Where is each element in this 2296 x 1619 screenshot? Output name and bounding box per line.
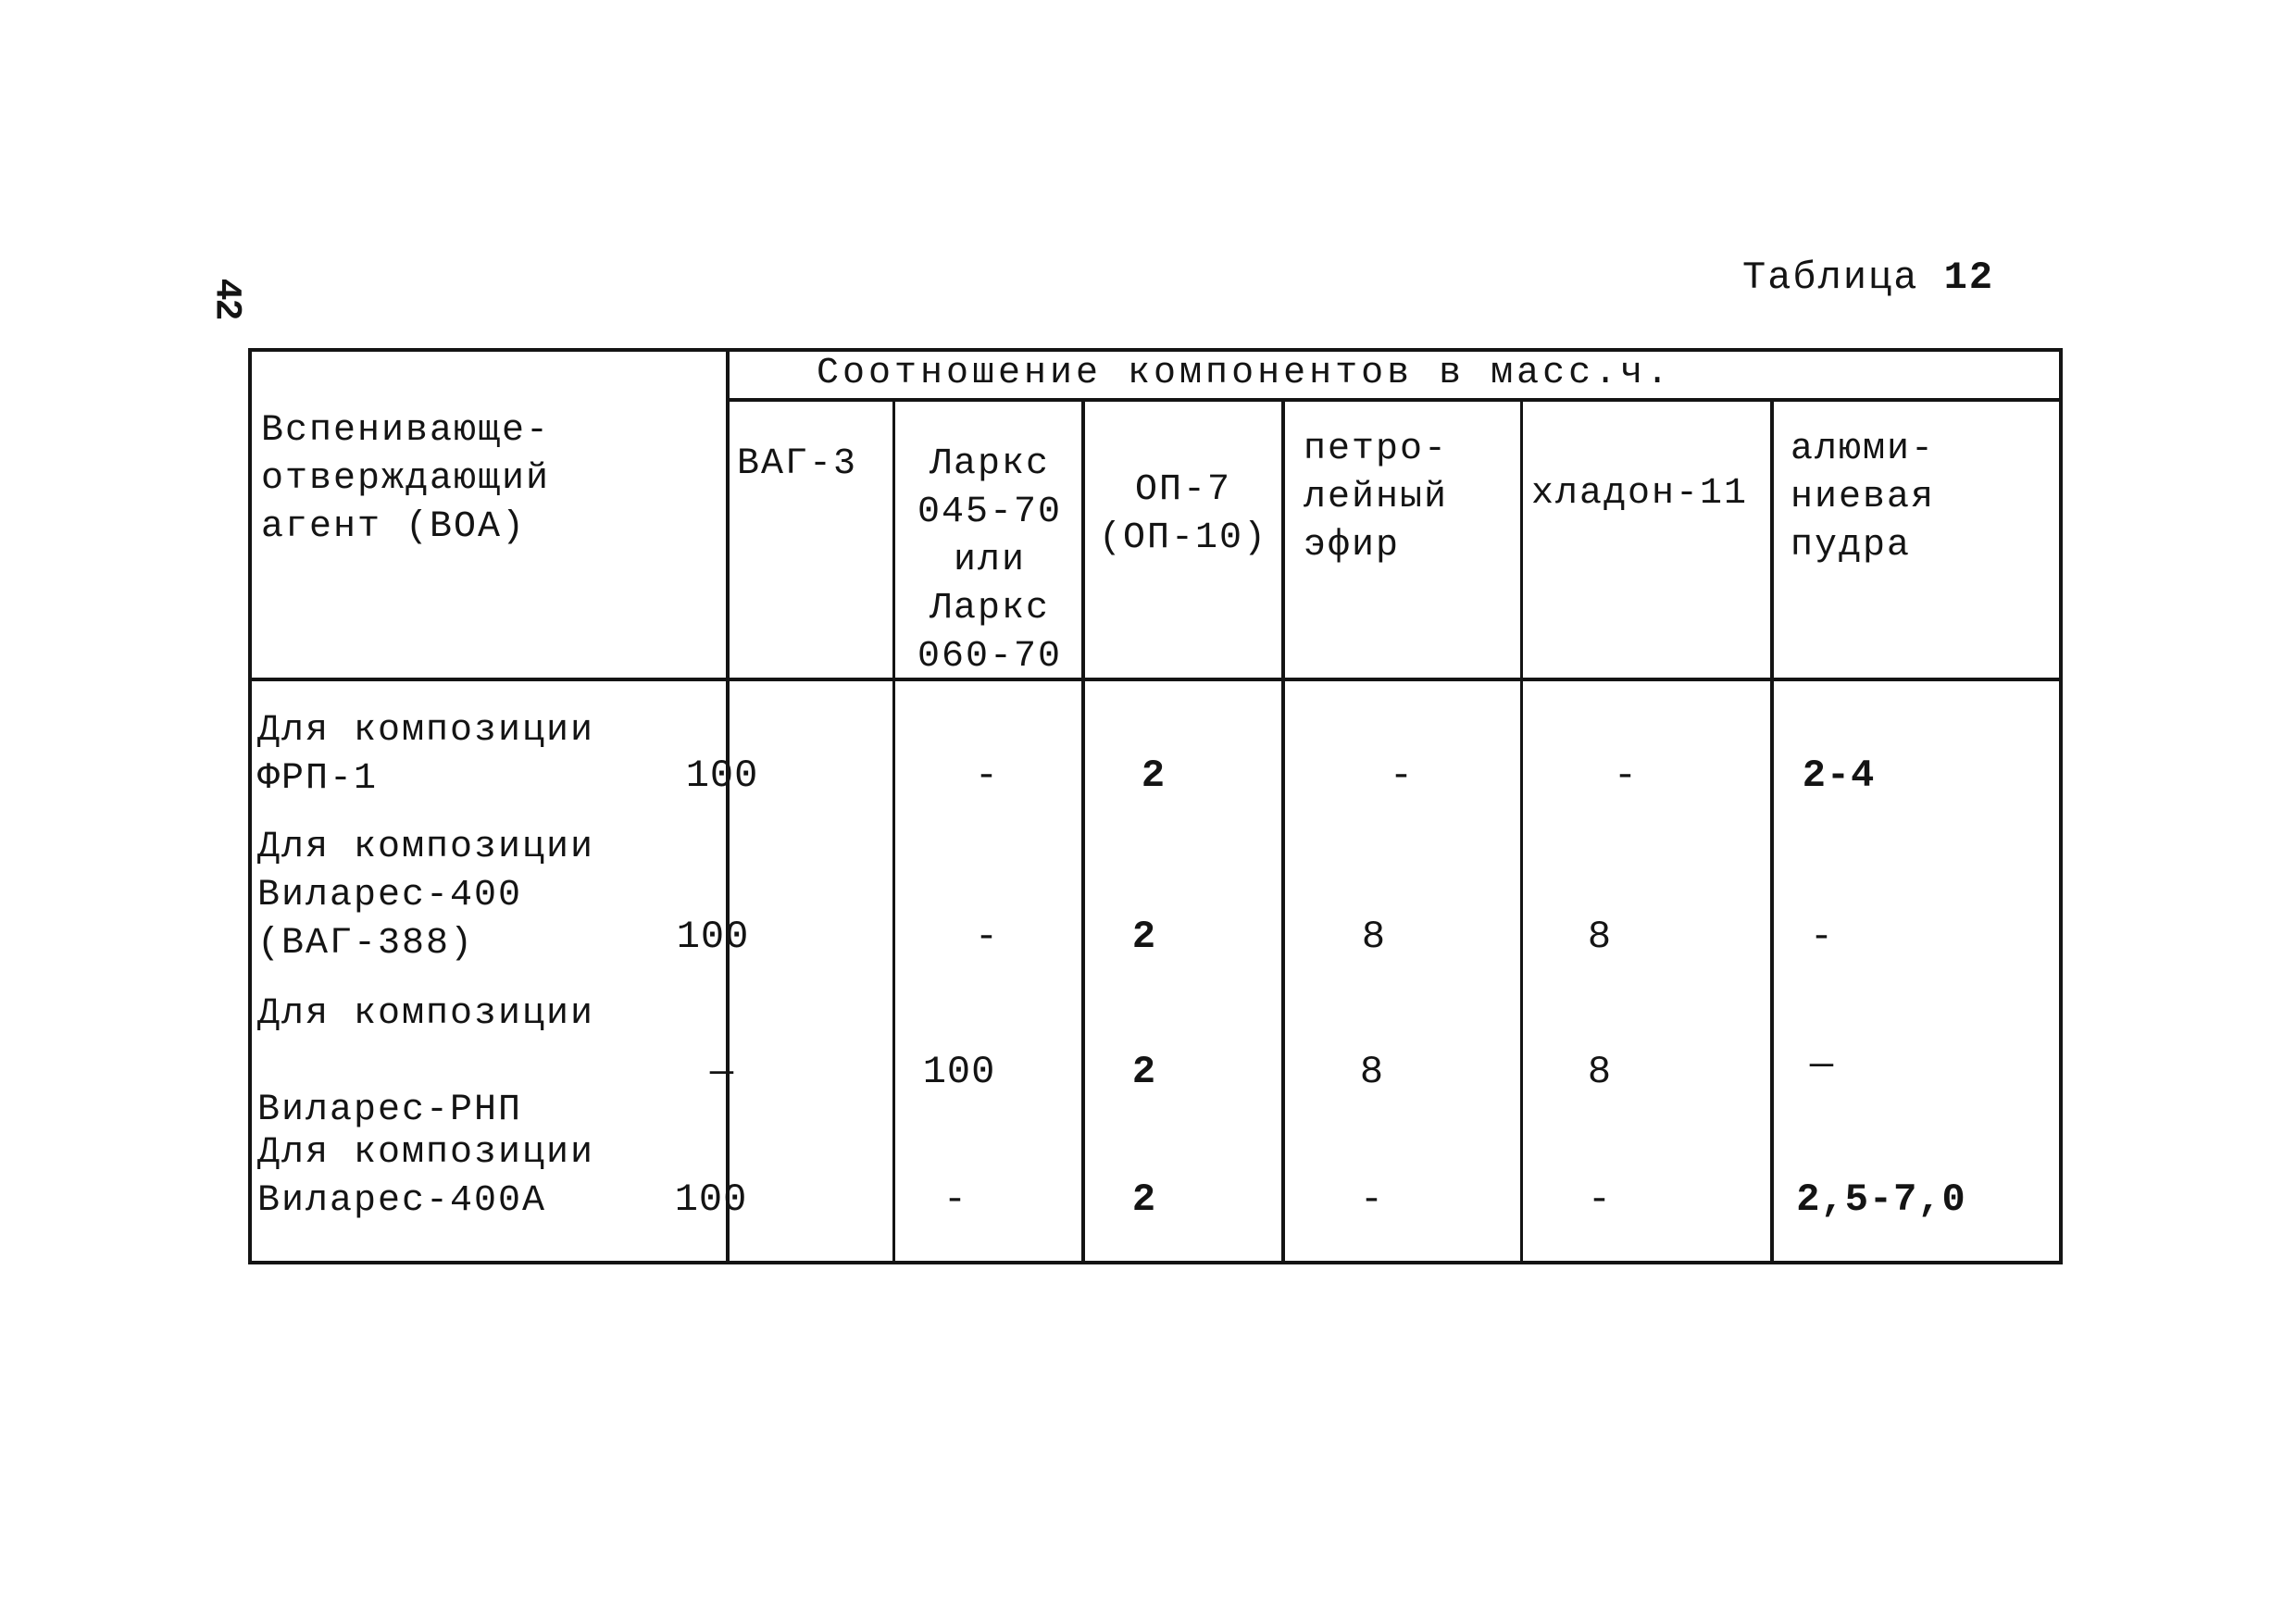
cell-value: - <box>974 753 1000 798</box>
column-header-aluminum-powder: алюми- ниевая пудра <box>1791 429 1936 567</box>
row-label: Для композиции Виларес-400А <box>257 1132 595 1222</box>
cell-value: 8 <box>1359 1050 1385 1094</box>
cell-value: - <box>1389 753 1415 798</box>
cell-value: 2,5-7,0 <box>1796 1177 1966 1222</box>
column-header-freon11: хладон-11 <box>1531 473 1749 515</box>
col-divider <box>1281 400 1285 1264</box>
cell-value: — <box>709 1050 735 1094</box>
column-header-petroleum-ether: петро- лейный эфир <box>1304 429 1449 567</box>
cell-value: 2-4 <box>1802 753 1876 798</box>
cell-value: 100 <box>676 915 750 959</box>
col-divider <box>1520 400 1523 1264</box>
cell-value: 8 <box>1587 1050 1613 1094</box>
row-label: Для композиции Виларес-400 (ВАГ-388) <box>257 827 595 965</box>
page-number: 42 <box>205 278 247 319</box>
column-header-vag3: ВАГ-3 <box>737 443 858 485</box>
table-title-number: 12 <box>1943 255 1995 300</box>
cell-value: - <box>1809 915 1835 959</box>
col-divider <box>1770 400 1774 1264</box>
cell-value: 2 <box>1141 753 1167 798</box>
row-label: Для композиции Виларес-РНП <box>257 993 595 1131</box>
header-bottom-divider <box>252 678 2063 681</box>
cell-value: 8 <box>1361 915 1387 959</box>
cell-value: 2 <box>1131 915 1157 959</box>
cell-value: - <box>942 1177 968 1222</box>
cell-value: 100 <box>674 1177 748 1222</box>
table-title <box>1742 255 1994 300</box>
components-table <box>248 348 2063 1264</box>
cell-value: 8 <box>1587 915 1613 959</box>
column-header-op7: ОП-7 (ОП-10) <box>1098 469 1268 559</box>
col-divider <box>1081 400 1085 1264</box>
column-header-larks: Ларкс 045-70 или Ларкс 060-70 <box>917 443 1063 678</box>
row-label: Для композиции ФРП-1 <box>257 710 595 800</box>
col-divider <box>892 400 895 1264</box>
row-label-header: Вспенивающе- отверждающий агент (ВОА) <box>261 410 551 548</box>
cell-value: - <box>1613 753 1639 798</box>
cell-value: 100 <box>685 753 759 798</box>
cell-value: 2 <box>1131 1050 1157 1094</box>
cell-value: - <box>974 915 1000 959</box>
cell-value: - <box>1359 1177 1385 1222</box>
col-divider <box>726 352 730 1264</box>
group-header: Соотношение компонентов в масс.ч. <box>817 353 1673 394</box>
cell-value: 100 <box>922 1050 996 1094</box>
table-title-label: Таблица <box>1742 255 1919 300</box>
group-header-divider <box>726 398 2063 402</box>
cell-value: 2 <box>1131 1177 1157 1222</box>
cell-value: - <box>1587 1177 1613 1222</box>
cell-value: — <box>1809 1042 1835 1087</box>
